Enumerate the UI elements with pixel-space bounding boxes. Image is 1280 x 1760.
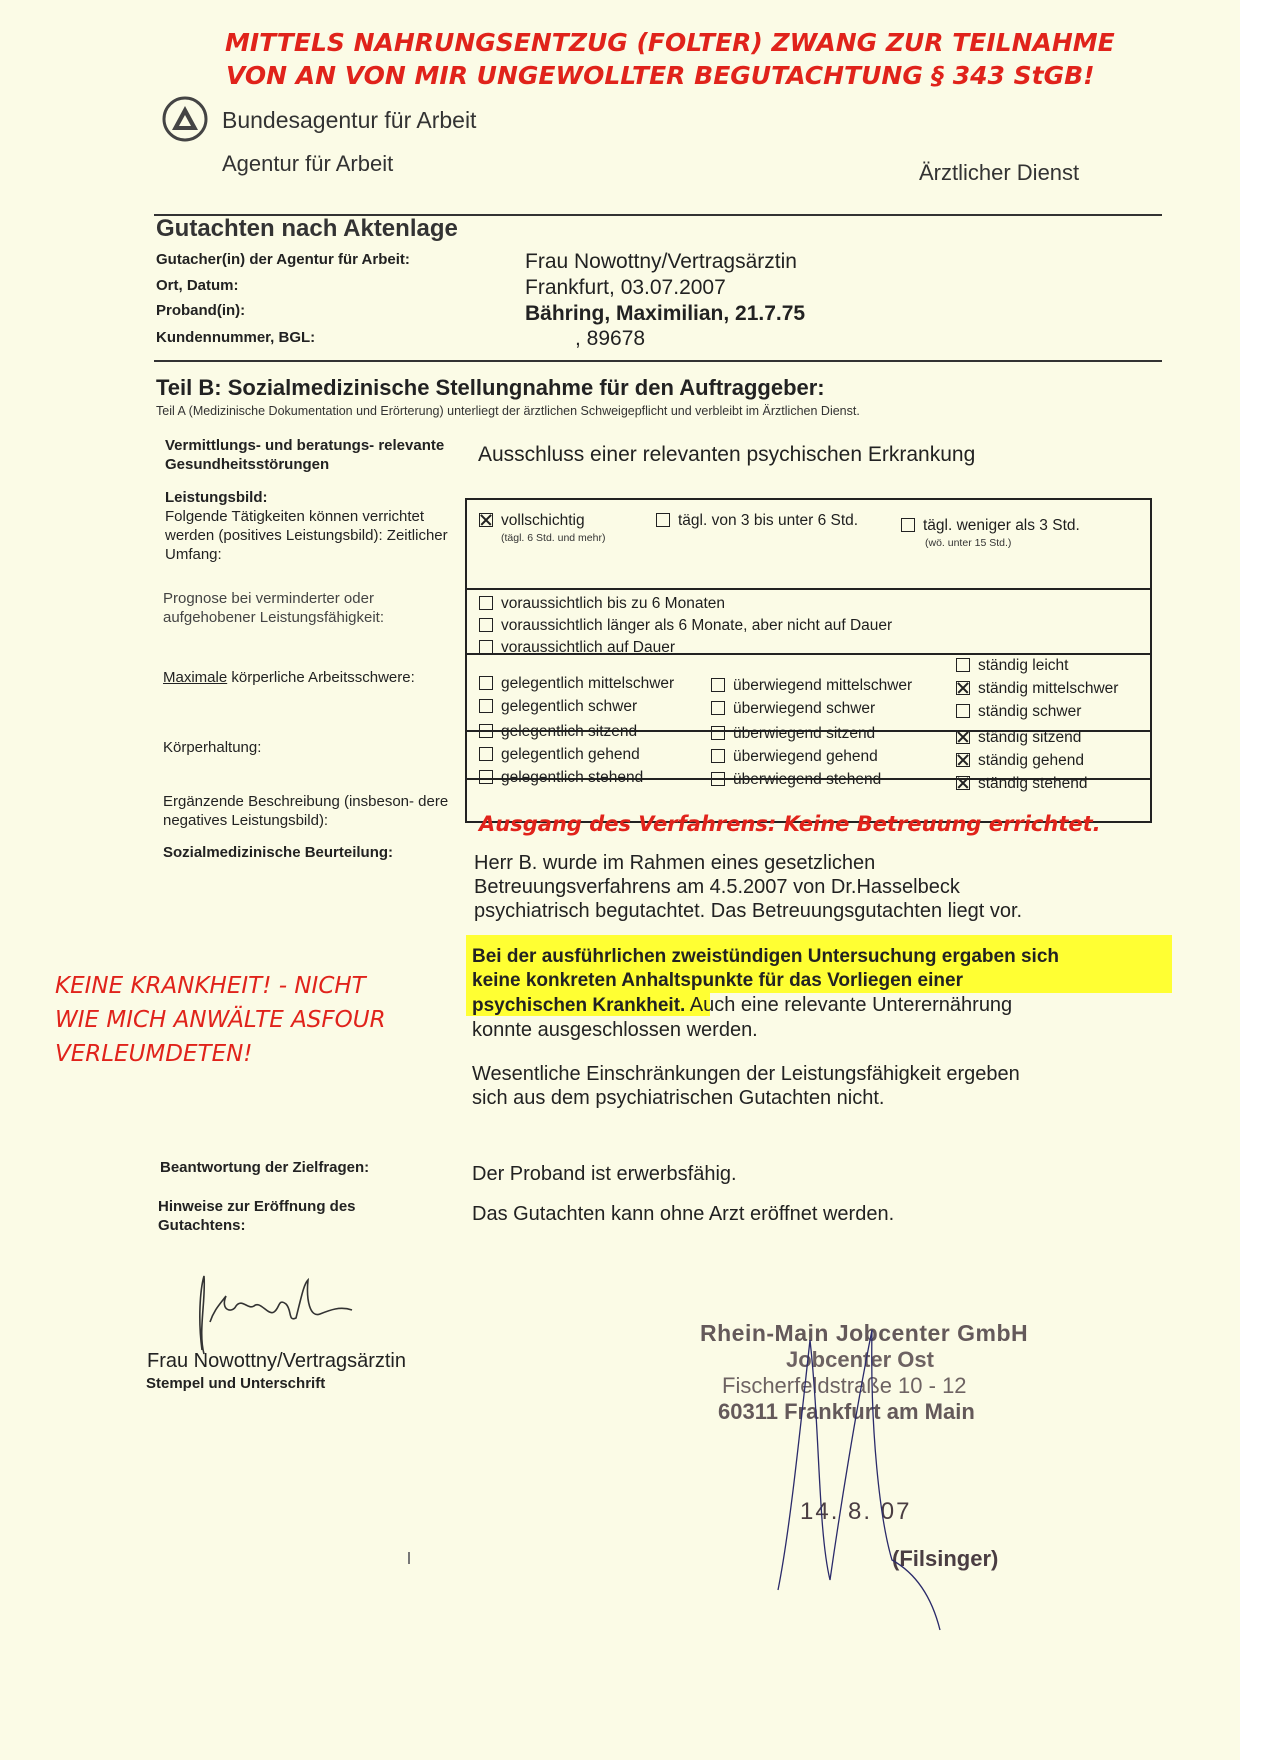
checkbox-ueb-sitzend-box[interactable] (711, 726, 725, 740)
meta-value-ort: Frankfurt, 03.07.2007 (525, 276, 726, 299)
checkbox-ueb-stehend-label: überwiegend stehend (733, 771, 882, 788)
schwere-col2 (711, 676, 912, 718)
beurteilung-p3-line2: sich aus dem psychiatrischen Gutachten nicht. (472, 1087, 885, 1109)
checkbox-gel-stehend-box[interactable] (479, 770, 493, 784)
beurteilung-p2-line1: Bei der ausführlichen zweistündigen Untersuchung ergaben sich (472, 946, 1059, 967)
checkbox-ueb-schwer[interactable] (711, 699, 912, 718)
stamp-line2: Jobcenter Ost (786, 1347, 934, 1372)
checkbox-st-sitzend-box[interactable] (956, 730, 970, 744)
meta-value-proband: Bähring, Maximilian, 21.7.75 (525, 302, 806, 325)
annotation-outcome: Ausgang des Verfahrens: Keine Betreuung errichtet. (479, 812, 1101, 836)
value-hinweise: Das Gutachten kann ohne Arzt eröffnet werden. (472, 1203, 895, 1225)
annotation-top-line2: VON AN VON MIR UNGEWOLLTER BEGUTACHTUNG § 343 StGB! (226, 61, 1095, 90)
meta-label-ort: Ort, Datum: (156, 277, 239, 294)
checkbox-st-leicht-box[interactable] (956, 658, 970, 672)
checkbox-st-stehend-label: ständig stehend (978, 775, 1088, 792)
checkbox-ueb-mittelschwer[interactable] (711, 676, 912, 695)
checkbox-vollschichtig-label: vollschichtig (501, 512, 585, 529)
checkbox-st-schwer[interactable] (956, 702, 1118, 721)
meta-value-gutacher: Frau Nowottny/Vertragsärztin (525, 250, 797, 273)
checkbox-st-leicht[interactable] (956, 656, 1118, 675)
signature-name: Frau Nowottny/Vertragsärztin (147, 1350, 406, 1372)
checkbox-gel-sitzend[interactable] (479, 722, 643, 741)
annotation-side (55, 969, 386, 1071)
beurteilung-p2-rest1: Auch eine relevante Unterernährung (685, 994, 1013, 1016)
label-ergaenzend: Ergänzende Beschreibung (insbeson- dere negatives Leistungsbild): (163, 793, 449, 829)
section-b-note: Teil A (Medizinische Dokumentation und Erörterung) unterliegt der ärztlichen Schweigepflicht und verbleibt im Ärztlichen Dienst. (156, 404, 860, 418)
meta-label-kundennummer: Kundennummer, BGL: (156, 329, 316, 346)
checkbox-prognose-dauer[interactable] (479, 638, 892, 657)
checkbox-ueb-schwer-label: überwiegend schwer (733, 700, 876, 717)
checkbox-ueb-gehend-box[interactable] (711, 749, 725, 763)
checkbox-prognose-6-monate[interactable] (479, 594, 892, 613)
label-hinweise: Hinweise zur Eröffnung des Gutachtens: (158, 1198, 356, 1234)
checkbox-gel-sitzend-label: gelegentlich sitzend (501, 723, 638, 740)
annotation-side-line3: VERLEUMDETEN! (55, 1041, 253, 1067)
label-schwere (163, 668, 415, 687)
checkbox-gel-schwer[interactable] (479, 697, 674, 716)
table-border-top (465, 498, 1152, 500)
checkbox-st-stehend-box[interactable] (956, 776, 970, 790)
checkbox-ueb-gehend-label: überwiegend gehend (733, 748, 878, 765)
schwere-col3 (956, 656, 1118, 721)
checkbox-gel-schwer-box[interactable] (479, 699, 493, 713)
label-schwere-underlined: Maximale (163, 669, 228, 686)
checkbox-ueb-sitzend[interactable] (711, 724, 881, 743)
scan-mark (408, 1552, 410, 1564)
checkbox-3-bis-6[interactable] (656, 511, 858, 530)
checkbox-ueb-stehend[interactable] (711, 770, 881, 789)
checkbox-ueb-schwer-box[interactable] (711, 701, 725, 715)
stamp-signature-scribble-icon (760, 1310, 990, 1640)
beurteilung-p2 (472, 945, 1059, 1042)
beurteilung-p1 (474, 851, 1022, 923)
checkbox-gel-mittelschwer-label: gelegentlich mittelschwer (501, 675, 675, 692)
beurteilung-p3-line1: Wesentliche Einschränkungen der Leistungsfähigkeit ergeben (472, 1063, 1020, 1085)
checkbox-prognose-6-monate-box[interactable] (479, 596, 493, 610)
checkbox-vollschichtig-box[interactable] (479, 513, 493, 527)
checkbox-st-gehend-label: ständig gehend (978, 752, 1085, 769)
beurteilung-p2-line3: psychischen Krankheit. (472, 995, 686, 1016)
table-border-right (1150, 498, 1152, 823)
org-name: Bundesagentur für Arbeit (222, 107, 477, 133)
table-border-left (465, 498, 467, 823)
beurteilung-p2-line2: keine konkreten Anhaltspunkte für das Vorliegen einer (472, 970, 963, 991)
checkbox-unter-3-label: tägl. weniger als 3 Std. (923, 517, 1080, 534)
value-vermittlung: Ausschluss einer relevanten psychischen Erkrankung (478, 443, 976, 466)
checkbox-st-sitzend-label: ständig sitzend (978, 729, 1082, 746)
schwere-col1 (479, 674, 674, 716)
checkbox-prognose-dauer-label: voraussichtlich auf Dauer (501, 639, 676, 656)
beurteilung-p1-line3: psychiatrisch begutachtet. Das Betreuungsgutachten liegt vor. (474, 900, 1023, 922)
beurteilung-p1-line1: Herr B. wurde im Rahmen eines gesetzlichen (474, 852, 876, 874)
beurteilung-p3 (472, 1062, 1020, 1110)
checkbox-gel-gehend-box[interactable] (479, 747, 493, 761)
annotation-side-line1: KEINE KRANKHEIT! - NICHT (55, 973, 366, 999)
annotation-top-line1: MITTELS NAHRUNGSENTZUG (FOLTER) ZWANG ZUR TEILNAHME (225, 28, 1115, 57)
section-b-title: Teil B: Sozialmedizinische Stellungnahme für den Auftraggeber: (156, 375, 825, 400)
checkbox-3-bis-6-label: tägl. von 3 bis unter 6 Std. (678, 512, 859, 529)
label-schwere-rest: körperliche Arbeitsschwere: (227, 669, 415, 686)
label-leistungsbild (165, 488, 465, 564)
checkbox-vollschichtig-sub: (tägl. 6 Std. und mehr) (501, 532, 606, 544)
checkbox-st-schwer-box[interactable] (956, 704, 970, 718)
checkbox-st-leicht-label: ständig leicht (978, 657, 1069, 674)
document-title: Gutachten nach Aktenlage (156, 215, 458, 242)
label-zielfragen: Beantwortung der Zielfragen: (160, 1159, 370, 1176)
checkbox-ueb-gehend[interactable] (711, 747, 881, 766)
stamp-person: (Filsinger) (892, 1546, 999, 1571)
checkbox-gel-mittelschwer-box[interactable] (479, 676, 493, 690)
checkbox-ueb-stehend-box[interactable] (711, 772, 725, 786)
checkbox-st-schwer-label: ständig schwer (978, 703, 1082, 720)
label-haltung: Körperhaltung: (163, 739, 262, 756)
checkbox-gel-sitzend-box[interactable] (479, 724, 493, 738)
checkbox-prognose-laenger-box[interactable] (479, 618, 493, 632)
checkbox-table (465, 498, 1152, 836)
checkbox-gel-mittelschwer[interactable] (479, 674, 674, 693)
checkbox-st-mittelschwer[interactable] (956, 679, 1118, 698)
haltung-col2 (711, 724, 881, 789)
checkbox-3-bis-6-box[interactable] (656, 513, 670, 527)
signature-caption: Stempel und Unterschrift (146, 1375, 326, 1392)
checkbox-st-mittelschwer-box[interactable] (956, 681, 970, 695)
meta-value-kundennummer: , 89678 (575, 327, 646, 350)
checkbox-unter-3[interactable] (901, 516, 1080, 549)
stamp-date: 14. 8. 07 (800, 1498, 912, 1525)
checkbox-st-gehend[interactable] (956, 751, 1087, 770)
checkbox-st-stehend[interactable] (956, 774, 1087, 793)
service-name: Ärztlicher Dienst (919, 160, 1080, 185)
checkbox-gel-schwer-label: gelegentlich schwer (501, 698, 638, 715)
stamp-line4: 60311 Frankfurt am Main (718, 1399, 975, 1424)
checkbox-ueb-mittelschwer-box[interactable] (711, 678, 725, 692)
label-leistungsbild-rest: Folgende Tätigkeiten können verrichtet werden (positives Leistungsbild): Zeitlicher Umfang: (165, 508, 448, 563)
checkbox-gel-stehend[interactable] (479, 768, 643, 787)
label-leistungsbild-title: Leistungsbild: (165, 489, 268, 506)
checkbox-prognose-6-monate-label: voraussichtlich bis zu 6 Monaten (501, 595, 726, 612)
prognose-list (479, 594, 892, 657)
haltung-col1 (479, 722, 643, 787)
scan-margin (1240, 0, 1280, 1760)
meta-label-gutacher: Gutacher(in) der Agentur für Arbeit: (156, 251, 410, 268)
checkbox-ueb-mittelschwer-label: überwiegend mittelschwer (733, 677, 913, 694)
checkbox-prognose-dauer-box[interactable] (479, 640, 493, 654)
signature-scribble-icon (180, 1270, 420, 1360)
table-divider-1 (465, 588, 1152, 590)
agency-logo-icon (162, 96, 208, 142)
checkbox-gel-gehend-label: gelegentlich gehend (501, 746, 640, 763)
checkbox-unter-3-sub: (wö. unter 15 Std.) (925, 537, 1012, 549)
label-vermittlung: Vermittlungs- und beratungs- relevante Gesundheitsstörungen (165, 437, 445, 473)
checkbox-prognose-laenger[interactable] (479, 616, 892, 635)
value-zielfragen: Der Proband ist erwerbsfähig. (472, 1163, 737, 1185)
checkbox-gel-stehend-label: gelegentlich stehend (501, 769, 644, 786)
checkbox-vollschichtig[interactable] (479, 511, 605, 544)
agency-name: Agentur für Arbeit (222, 151, 394, 176)
stamp-line3: Fischerfeldstraße 10 - 12 (722, 1373, 967, 1398)
checkbox-st-sitzend[interactable] (956, 728, 1087, 747)
haltung-col3 (956, 728, 1087, 793)
meta-label-proband: Proband(in): (156, 302, 246, 319)
beurteilung-p2-rest2: konnte ausgeschlossen werden. (472, 1019, 758, 1041)
beurteilung-p1-line2: Betreuungsverfahrens am 4.5.2007 von Dr.Hasselbeck (474, 876, 960, 898)
label-prognose: Prognose bei verminderter oder aufgehobener Leistungsfähigkeit: (163, 590, 385, 626)
checkbox-unter-3-box[interactable] (901, 518, 915, 532)
checkbox-ueb-sitzend-label: überwiegend sitzend (733, 725, 876, 742)
stamp-line1: Rhein-Main Jobcenter GmbH (700, 1320, 1029, 1346)
checkbox-gel-gehend[interactable] (479, 745, 643, 764)
annotation-top (225, 26, 1115, 92)
annotation-side-line2: WIE MICH ANWÄLTE ASFOUR (55, 1007, 386, 1033)
checkbox-st-gehend-box[interactable] (956, 753, 970, 767)
meta-rule (154, 360, 1162, 362)
checkbox-st-mittelschwer-label: ständig mittelschwer (978, 680, 1119, 697)
label-beurteilung: Sozialmedizinische Beurteilung: (163, 844, 394, 861)
checkbox-prognose-laenger-label: voraussichtlich länger als 6 Monate, aber nicht auf Dauer (501, 617, 893, 634)
